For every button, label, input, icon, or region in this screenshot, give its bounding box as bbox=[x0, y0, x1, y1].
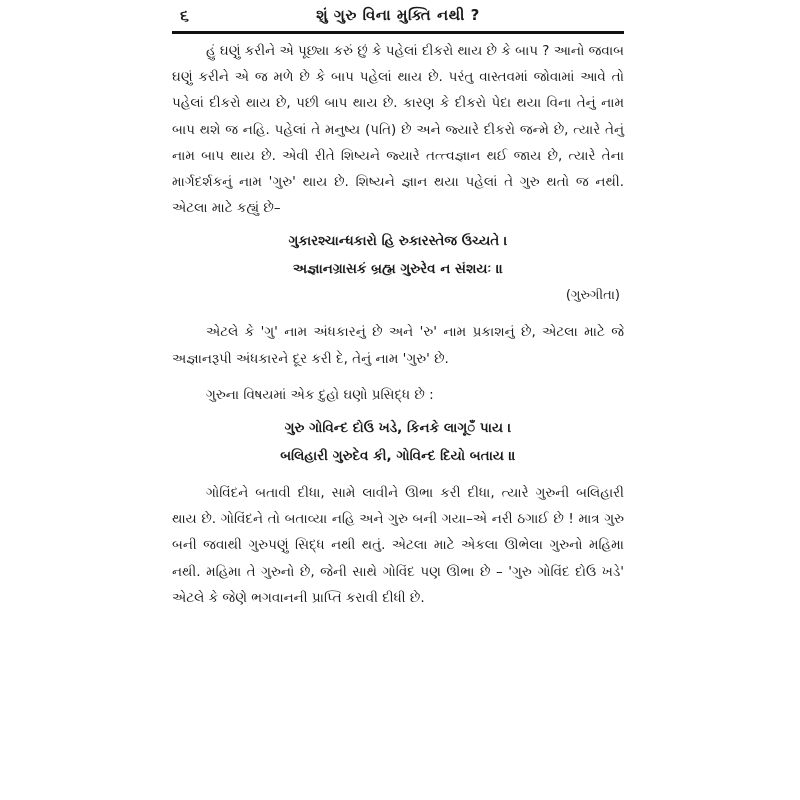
doha-line-2: બલિહારી ગુરુદેવ કી, ગોવિન્દ દિયો બતાય ॥ bbox=[280, 448, 516, 465]
header-rule bbox=[172, 31, 624, 34]
verse-line-1: ગુકારશ્ચાન્ધકારો હિ રુકારસ્તેજ ઉચ્યતે । bbox=[288, 233, 508, 250]
doha-verse bbox=[172, 414, 624, 470]
page-number: ૬ bbox=[180, 6, 189, 25]
verse-source: (ગુરુગીતા) bbox=[565, 288, 620, 304]
sanskrit-verse bbox=[172, 227, 624, 309]
verse-line-2: અજ્ઞાનગ્રાસકં બ્રહ્મ ગુરુરેવ ન સંશયઃ ॥ bbox=[292, 261, 504, 278]
page-header bbox=[172, 0, 624, 34]
running-title: શું ગુરુ વિના મુક્તિ નથી ? bbox=[316, 6, 480, 24]
book-page bbox=[172, 0, 624, 800]
paragraph-2: એટલે કે 'ગુ' નામ અંધકારનું છે અને 'રુ' નામ પ્રકાશનું છે, એટલા માટે જે અજ્ઞાનરૂપી અંધકારને દૂર કરી દે, તેનું નામ 'ગુરુ' છે. bbox=[172, 324, 624, 367]
paragraph-3: ગુરુના વિષયમાં એક દુહો ઘણો પ્રસિદ્ધ છે : bbox=[206, 386, 434, 403]
page-body bbox=[172, 38, 624, 611]
paragraph-4: ગોવિંદને બતાવી દીધા, સામે લાવીને ઊભા કરી દીધા, ત્યારે ગુરુની બલિહારી થાય છે. ગોવિંદને તો બતાવ્યા નહિ અને ગુરુ બની ગયા–એ નરી ઠગાઈ છે ! માત્ર ગુરુ બની જવાથી ગુરુપણું સિદ્ધ નથી થતું. એટલા માટે એકલા ઊભેલા ગુરુનો મહિમા નથી. મહિમા તે ગુરુનો છે, જેની સાથે ગોવિંદ પણ ઊભા છે – 'ગુરુ ગોવિંદ દોઉ ખડે' એટલે કે જેણે ભગવાનની પ્રાપ્તિ કરાવી દીધી છે. bbox=[172, 485, 624, 606]
paragraph-1: હું ઘણું કરીને એ પૂછ્યા કરું છું કે પહેલાં દીકરો થાય છે કે બાપ ? આનો જવાબ ઘણું કરીને એ જ મળે છે કે બાપ પહેલાં થાય છે. પરંતુ વાસ્તવમાં જોવામાં આવે તો પહેલાં દીકરો થાય છે, પછી બાપ થાય છે. કારણ કે દીકરો પેદા થયા વિના તેનું નામ બાપ થશે જ નહિ. પહેલાં તે મનુષ્ય (પતિ) છે અને જ્યારે દીકરો જન્મે છે, ત્યારે તેનું નામ બાપ થાય છે. એવી રીતે શિષ્યને જ્યારે તત્ત્વજ્ઞાન થઈ જાય છે, ત્યારે તેના માર્ગદર્શકનું નામ 'ગુરુ' થાય છે. શિષ્યને જ્ઞાન થયા પહેલાં તે ગુરુ થતો જ નથી. એટલા માટે કહ્યું છે– bbox=[172, 43, 624, 217]
doha-line-1: ગુરુ ગોવિન્દ દોઉ ખડે, કિનકે લાગૂँ પાય । bbox=[284, 420, 512, 437]
